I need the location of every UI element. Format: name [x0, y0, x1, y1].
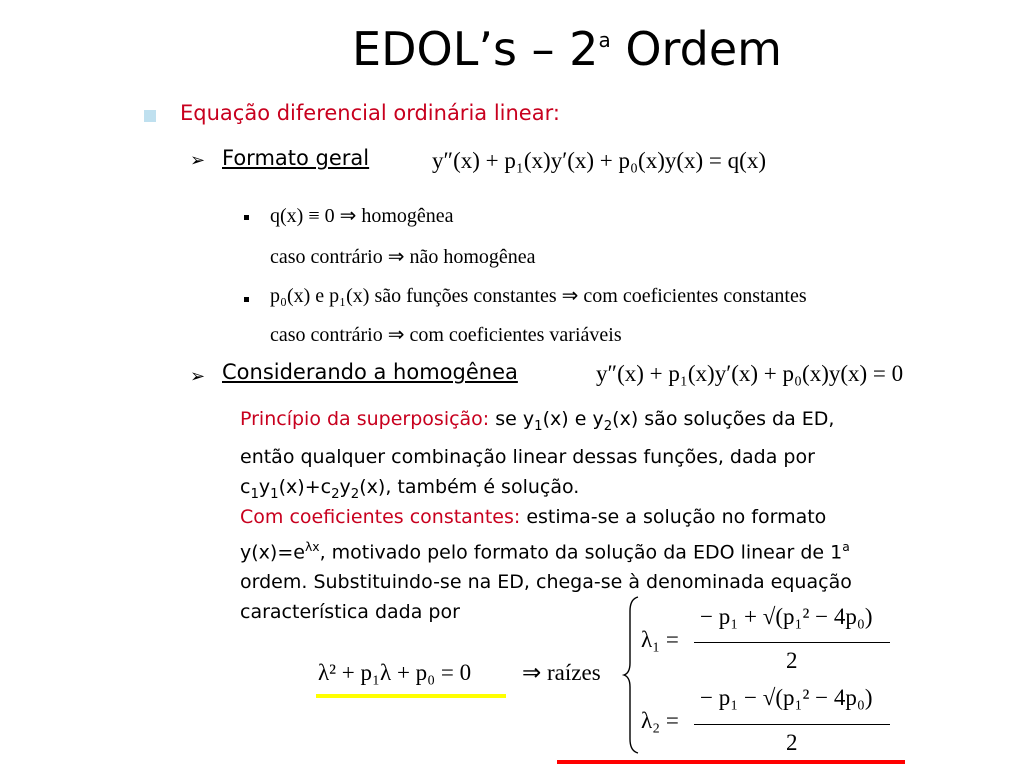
subscript: 2: [350, 486, 360, 502]
text: y: [258, 475, 271, 498]
superposition-text-a: se y: [489, 408, 535, 430]
superscript: λx: [304, 540, 320, 554]
homogeneous-condition: q(x) ≡ 0 ⇒ homogênea: [270, 205, 454, 227]
subscript: 1: [250, 486, 259, 502]
root2-fraction-bar: [694, 724, 890, 725]
small-bullet-icon: [244, 215, 249, 220]
root1-fraction-bar: [694, 642, 890, 643]
root2-numerator: − p₁ − √(p₁² − 4p₀): [700, 685, 873, 710]
root2-denominator: 2: [786, 730, 798, 755]
roots-arrow: ⇒ raízes: [522, 660, 601, 685]
yellow-highlight: [316, 694, 506, 698]
constantes-line-3: ordem. Substituindo-se na ED, chega-se à denominada equação: [240, 571, 852, 594]
title-tail: Ordem: [610, 22, 782, 76]
text: estima-se a solução no formato: [520, 506, 827, 528]
superposition-paragraph: [240, 404, 834, 510]
lambda2-label: λ₂ =: [641, 708, 679, 733]
subscript: 2: [603, 418, 613, 434]
formato-label: Formato geral: [222, 146, 370, 170]
text: c: [240, 475, 251, 498]
subscript: 2: [331, 486, 340, 502]
lambda1-label: λ₁ =: [641, 627, 679, 652]
text: (x), também é solução.: [359, 475, 580, 498]
general-form-equation: y″(x) + p₁(x)y′(x) + p₀(x)y(x) = q(x): [432, 148, 766, 173]
subscript: 1: [534, 418, 543, 434]
constantes-heading: Com coeficientes constantes:: [240, 506, 521, 528]
text: y(x)=e: [240, 541, 305, 564]
text: (x)+c: [278, 475, 332, 498]
superposition-line-1: [240, 404, 834, 442]
homogenea-label: Considerando a homogênea: [222, 360, 518, 384]
superscript: a: [842, 540, 850, 554]
constantes-line-1: [240, 502, 852, 532]
non-homogeneous-condition: caso contrário ⇒ não homogênea: [270, 246, 536, 268]
characteristic-equation: λ² + p₁λ + p₀ = 0: [318, 660, 472, 685]
text: , motivado pelo formato da solução da EDO linear de 1: [319, 541, 843, 564]
chevron-bullet-icon: ➢: [190, 150, 206, 171]
superposition-heading: Princípio da superposição:: [240, 408, 490, 430]
title-superscript: a: [598, 28, 611, 52]
slide-title: [0, 22, 1024, 76]
section-heading: Equação diferencial ordinária linear:: [180, 101, 560, 125]
chevron-bullet-icon: ➢: [190, 366, 206, 387]
constantes-line-4: característica dada por: [240, 601, 460, 624]
title-main: EDOL’s – 2: [352, 22, 599, 76]
constantes-line-2: [240, 532, 852, 567]
root1-denominator: 2: [786, 648, 798, 673]
constant-coefficients-condition: p₀(x) e p₁(x) são funções constantes ⇒ com coeficientes constantes: [270, 285, 807, 307]
small-bullet-icon: [244, 297, 249, 302]
root1-numerator: − p₁ + √(p₁² − 4p₀): [700, 604, 873, 629]
superposition-line-2: então qualquer combinação linear dessas funções, dada por: [240, 445, 815, 468]
homogeneous-equation: y″(x) + p₁(x)y′(x) + p₀(x)y(x) = 0: [596, 361, 904, 386]
variable-coefficients-condition: caso contrário ⇒ com coeficientes variáveis: [270, 324, 622, 346]
square-bullet-icon: [144, 110, 156, 122]
superposition-text-c: (x) são soluções da ED,: [612, 408, 835, 430]
left-brace-icon: [620, 595, 642, 755]
red-highlight: [557, 760, 905, 764]
text: y: [339, 475, 351, 498]
superposition-text-b: (x) e y: [542, 408, 604, 430]
subscript: 1: [270, 486, 279, 502]
